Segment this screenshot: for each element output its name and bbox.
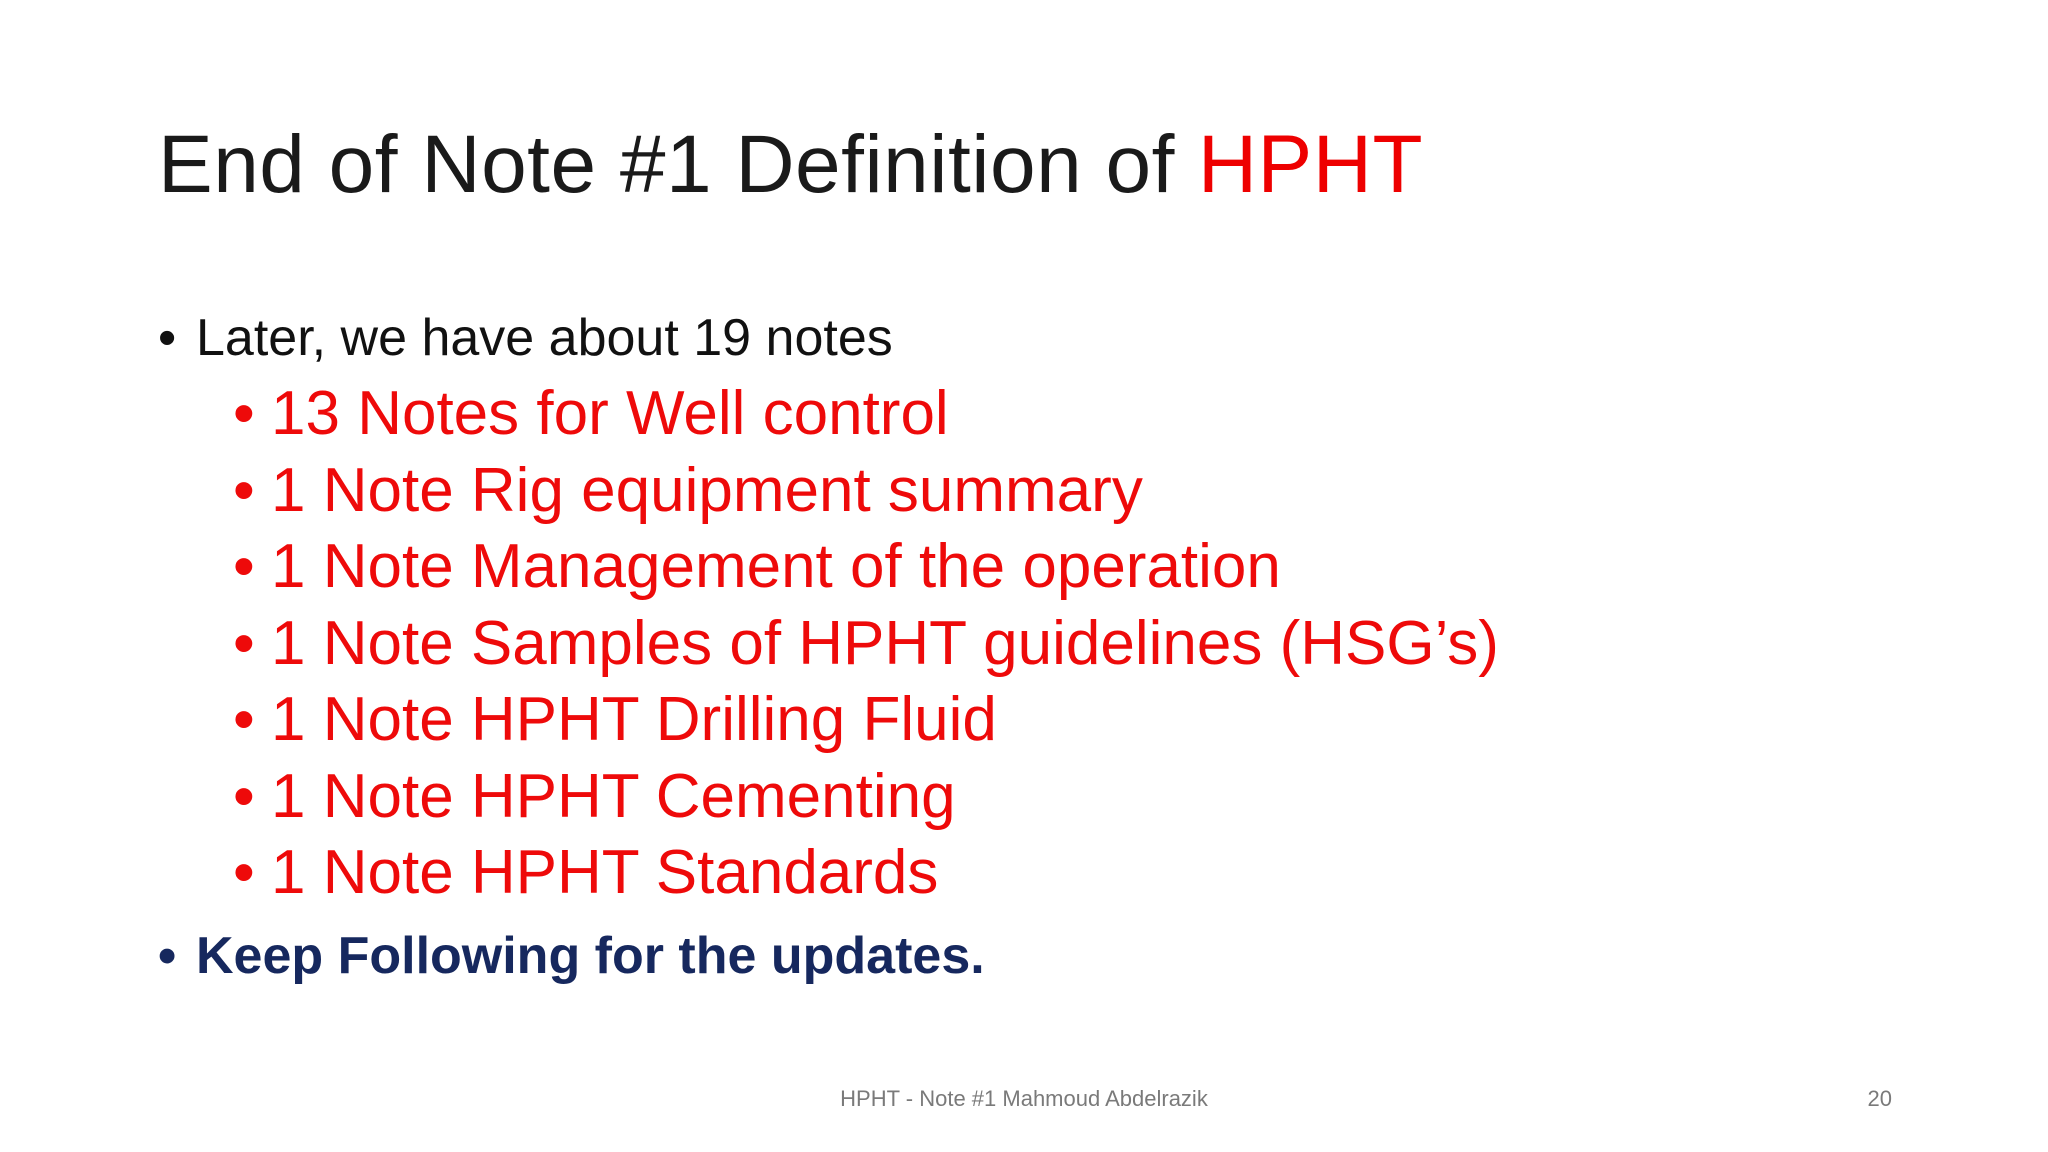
sub-bullet-item — [233, 529, 1958, 606]
sub-bullet-item — [233, 606, 1958, 683]
sub-bullet-text: 13 Notes for Well control — [271, 379, 949, 448]
bullet-icon: • — [233, 838, 255, 907]
slide-title — [158, 116, 1423, 214]
bullet-list — [158, 300, 1958, 994]
slide-title-text: End of Note #1 Definition of — [158, 119, 1175, 210]
footer-text: HPHT - Note #1 Mahmoud Abdelrazik — [840, 1086, 1208, 1111]
sub-bullet-item — [233, 759, 1958, 836]
sub-bullet-text: 1 Note HPHT Drilling Fluid — [271, 685, 997, 754]
bullet-icon: • — [233, 761, 255, 831]
sub-bullet-text: 1 Note HPHT Cementing — [271, 761, 956, 831]
bullet-icon: • — [233, 608, 255, 678]
sub-bullet-text: 1 Note HPHT Standards — [271, 838, 939, 907]
sub-bullet-item — [233, 376, 1958, 453]
page-number: 20 — [1867, 1086, 1892, 1111]
bullet-icon: • — [233, 455, 255, 525]
bullet-icon: • — [233, 532, 255, 601]
sub-bullet-item — [233, 835, 1958, 912]
bullet-text: Keep Following for the updates. — [196, 926, 985, 985]
sub-bullet-text: 1 Note Samples of HPHT guidelines (HSG’s) — [271, 608, 1499, 678]
bullet-text: Later, we have about 19 notes — [196, 309, 893, 367]
sub-bullet-item — [233, 682, 1958, 759]
bullet-icon: • — [233, 379, 255, 448]
slide-title-accent: HPHT — [1197, 119, 1424, 210]
sub-bullet-text: 1 Note Rig equipment summary — [271, 455, 1143, 525]
sub-bullet-item — [233, 453, 1958, 530]
bullet-icon: • — [158, 309, 177, 367]
bullet-item-closing — [158, 918, 1958, 994]
bullet-icon: • — [158, 926, 177, 985]
bullet-icon: • — [233, 685, 255, 754]
bullet-item-intro — [158, 300, 1958, 376]
sub-bullet-text: 1 Note Management of the operation — [271, 532, 1281, 601]
